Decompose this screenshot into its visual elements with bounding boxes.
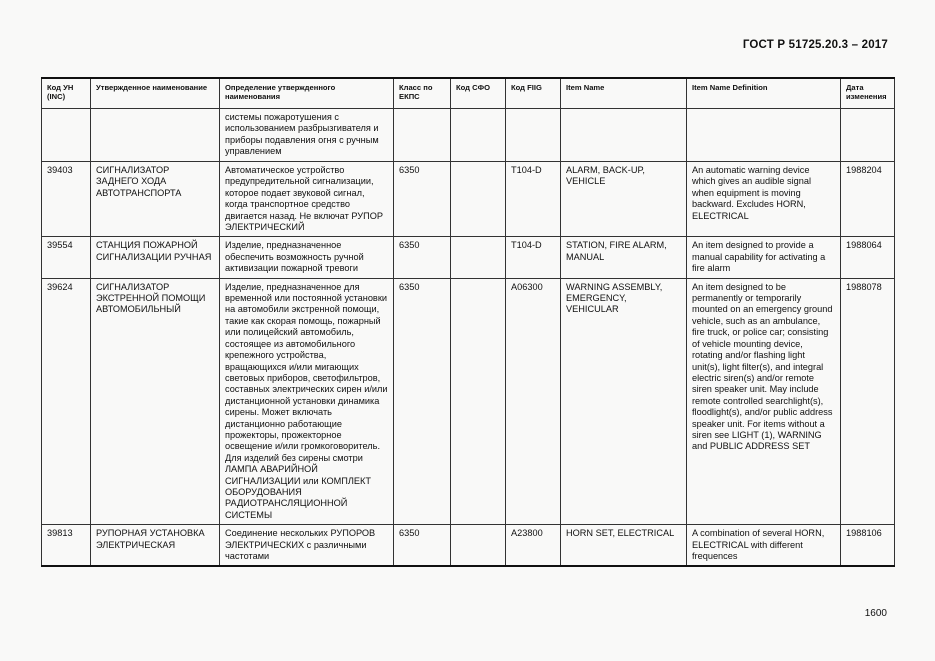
cell-fiig	[506, 109, 561, 162]
cell-item-definition: A combination of several HORN, ELECTRICAL with different frequences	[687, 525, 841, 567]
cell-name-ru: СИГНАЛИЗАТОР ЭКСТРЕННОЙ ПОМОЩИ АВТОМОБИЛЬНЫЙ	[91, 278, 220, 525]
table-row	[42, 237, 895, 278]
cell-fiig: T104-D	[506, 162, 561, 237]
cell-ekps	[394, 109, 451, 162]
cell-fiig: A06300	[506, 278, 561, 525]
cell-fiig: A23800	[506, 525, 561, 567]
cell-fiig: T104-D	[506, 237, 561, 278]
cell-ekps: 6350	[394, 237, 451, 278]
cell-item-name	[561, 109, 687, 162]
col-header-fiig-code: Код FIIG	[506, 78, 561, 109]
nomenclature-table	[41, 77, 895, 567]
cell-ekps: 6350	[394, 278, 451, 525]
cell-definition-ru: Автоматическое устройство предупредительной сигнализации, которое подает звуковой сигнал, когда транспортное средство двигается назад. Не включат РУПОР ЭЛЕКТРИЧЕСКИЙ	[220, 162, 394, 237]
cell-date: 1988064	[841, 237, 895, 278]
col-header-sfo-code: Код СФО	[451, 78, 506, 109]
cell-date: 1988078	[841, 278, 895, 525]
col-header-ekps-class: Класс по ЕКПС	[394, 78, 451, 109]
cell-date: 1988106	[841, 525, 895, 567]
cell-inc	[42, 109, 91, 162]
col-header-item-name: Item Name	[561, 78, 687, 109]
cell-item-name: HORN SET, ELECTRICAL	[561, 525, 687, 567]
cell-item-name: WARNING ASSEMBLY, EMERGENCY, VEHICULAR	[561, 278, 687, 525]
cell-sfo	[451, 162, 506, 237]
document-code: ГОСТ Р 51725.20.3 – 2017	[742, 39, 888, 51]
table-row	[42, 278, 895, 525]
cell-inc: 39813	[42, 525, 91, 567]
cell-item-definition: An item designed to be permanently or temporarily mounted on an emergency ground vehicle, such as an ambulance, fire truck, or police car; consisting of vehicle mounting device, rotating and/or flashing light unit(s), light filter(s), and integral electric siren(s) and/or remote siren speaker unit. May include remote controlled searchlight(s), floodlight(s), and/or public address speaker unit. For items without a siren see LIGHT (1), WARNING and PUBLIC ADDRESS SET	[687, 278, 841, 525]
cell-ekps: 6350	[394, 525, 451, 567]
cell-item-definition	[687, 109, 841, 162]
table-row	[42, 162, 895, 237]
cell-name-ru: СТАНЦИЯ ПОЖАРНОЙ СИГНАЛИЗАЦИИ РУЧНАЯ	[91, 237, 220, 278]
cell-definition-ru: Соединение нескольких РУПОРОВ ЭЛЕКТРИЧЕСКИХ с различными частотами	[220, 525, 394, 567]
cell-inc: 39554	[42, 237, 91, 278]
cell-sfo	[451, 525, 506, 567]
cell-item-name: ALARM, BACK-UP, VEHICLE	[561, 162, 687, 237]
col-header-item-definition: Item Name Definition	[687, 78, 841, 109]
cell-name-ru: РУПОРНАЯ УСТАНОВКА ЭЛЕКТРИЧЕСКАЯ	[91, 525, 220, 567]
cell-name-ru	[91, 109, 220, 162]
cell-item-definition: An item designed to provide a manual capability for activating a fire alarm	[687, 237, 841, 278]
cell-item-definition: An automatic warning device which gives an audible signal when equipment is moving backward. Excludes HORN, ELECTRICAL	[687, 162, 841, 237]
cell-ekps: 6350	[394, 162, 451, 237]
cell-item-name: STATION, FIRE ALARM, MANUAL	[561, 237, 687, 278]
cell-name-ru: СИГНАЛИЗАТОР ЗАДНЕГО ХОДА АВТОТРАНСПОРТА	[91, 162, 220, 237]
col-header-definition-ru: Определение утвержденного наименования	[220, 78, 394, 109]
table-row	[42, 525, 895, 567]
col-header-approved-name: Утвержденное наименование	[91, 78, 220, 109]
table-header-row	[42, 78, 895, 109]
table-row-continuation	[42, 109, 895, 162]
cell-definition-ru: Изделие, предназначенное обеспечить возможность ручной активизации пожарной тревоги	[220, 237, 394, 278]
page-number: 1600	[864, 608, 887, 619]
cell-definition-ru: системы пожаротушения с использованием разбрызгивателя и приборы подавления огня с ручным управлением	[220, 109, 394, 162]
cell-inc: 39624	[42, 278, 91, 525]
cell-date	[841, 109, 895, 162]
cell-sfo	[451, 278, 506, 525]
cell-inc: 39403	[42, 162, 91, 237]
col-header-inc: Код УН (INC)	[42, 78, 91, 109]
cell-sfo	[451, 237, 506, 278]
cell-definition-ru: Изделие, предназначенное для временной или постоянной установки на автомобили экстренной помощи, такие как скорая помощь, пожарный или полицейский автомобиль, состоящее из автомобильного крепежного устройства, вращающихся и/или мигающих световых приборов, светофильтров, составных электрических сирен и/или дистанционной установки динамика сирены. Может включать дистанционно работающие прожекторы, прожекторное освещение и/или громкоговоритель. Для изделий без сирены смотри ЛАМПА АВАРИЙНОЙ СИГНАЛИЗАЦИИ или КОМПЛЕКТ ОБОРУДОВАНИЯ РАДИОТРАНСЛЯЦИОННОЙ СИСТЕМЫ	[220, 278, 394, 525]
cell-date: 1988204	[841, 162, 895, 237]
col-header-change-date: Дата изменения	[841, 78, 895, 109]
cell-sfo	[451, 109, 506, 162]
